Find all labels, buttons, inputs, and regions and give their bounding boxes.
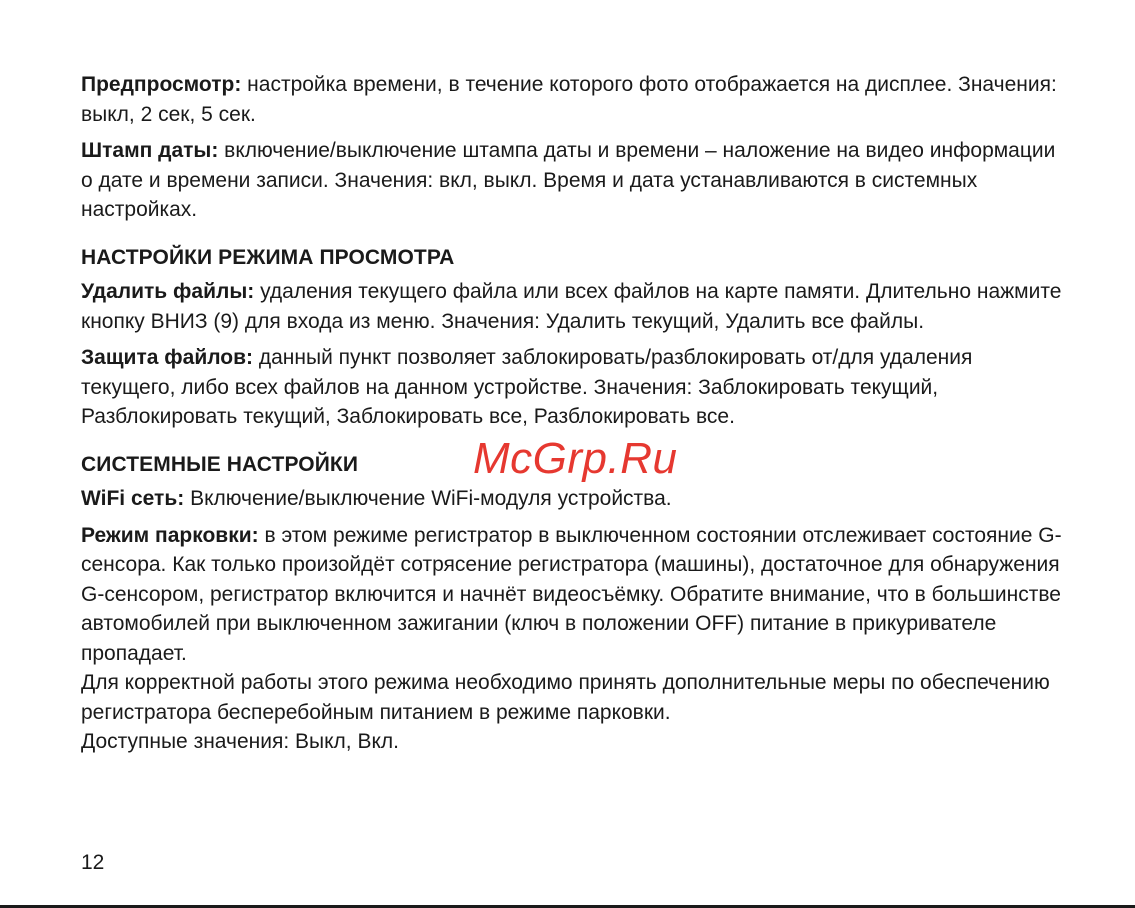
- desc-delete-files: удаления текущего файла или всех файлов на карте памяти. Длительно нажмите кнопку ВНИЗ (9) для входа из меню. Значения: Удалить текущий, Удалить все файлы.: [81, 280, 1062, 333]
- paragraph-parking-note: Для корректной работы этого режима необходимо принять дополнительные меры по обеспечению регистратора бесперебойным питанием в режиме парковки.: [81, 671, 1050, 724]
- section-heading-view-mode: НАСТРОЙКИ РЕЖИМА ПРОСМОТРА: [81, 245, 455, 269]
- section-heading-system: СИСТЕМНЫЕ НАСТРОЙКИ: [81, 452, 359, 476]
- page-number: 12: [81, 851, 105, 874]
- manual-page-content: [81, 70, 1071, 757]
- paragraph-date-stamp: [81, 136, 1071, 225]
- paragraph-parking-mode: [81, 521, 1071, 669]
- term-parking-mode: Режим парковки:: [81, 523, 259, 547]
- paragraph-available-values: Доступные значения: Выкл, Вкл.: [81, 730, 399, 753]
- desc-wifi: Включение/выключение WiFi-модуля устройства.: [184, 487, 672, 510]
- term-preview: Предпросмотр:: [81, 73, 242, 96]
- term-wifi: WiFi сеть:: [81, 487, 185, 510]
- desc-parking-mode: в этом режиме регистратор в выключенном состоянии отслеживает состояние G-сенсора. Как только произойдёт сотрясение регистратора (машины), достаточное для обнаружения G-сенсором, регистратор включится и начнёт видеосъёмку. Обратите внимание, что в большинстве автомобилей при выключенном зажигании (ключ в положении OFF) питание в прикуривателе пропадает.: [81, 523, 1062, 665]
- desc-date-stamp: включение/выключение штампа даты и времени – наложение на видео информации о дате и времени записи. Значения: вкл, выкл. Время и дата устанавливаются в системных настройках.: [81, 139, 1056, 221]
- desc-protect-files: данный пункт позволяет заблокировать/разблокировать от/для удаления текущего, либо всех файлов на данном устройстве. Значения: Заблокировать текущий, Разблокировать текущий, Заблокировать все, Разблокировать все.: [81, 346, 973, 428]
- paragraph-delete-files: [81, 277, 1071, 336]
- watermark-text: McGrp.Ru: [473, 434, 678, 483]
- paragraph-wifi: [81, 484, 1071, 514]
- desc-preview: настройка времени, в течение которого фото отображается на дисплее. Значения: выкл, 2 сек, 5 сек.: [81, 73, 1057, 126]
- paragraph-preview: [81, 70, 1071, 129]
- term-date-stamp: Штамп даты:: [81, 139, 219, 162]
- paragraph-protect-files: [81, 343, 1071, 432]
- term-delete-files: Удалить файлы:: [81, 280, 255, 303]
- term-protect-files: Защита файлов:: [81, 346, 254, 369]
